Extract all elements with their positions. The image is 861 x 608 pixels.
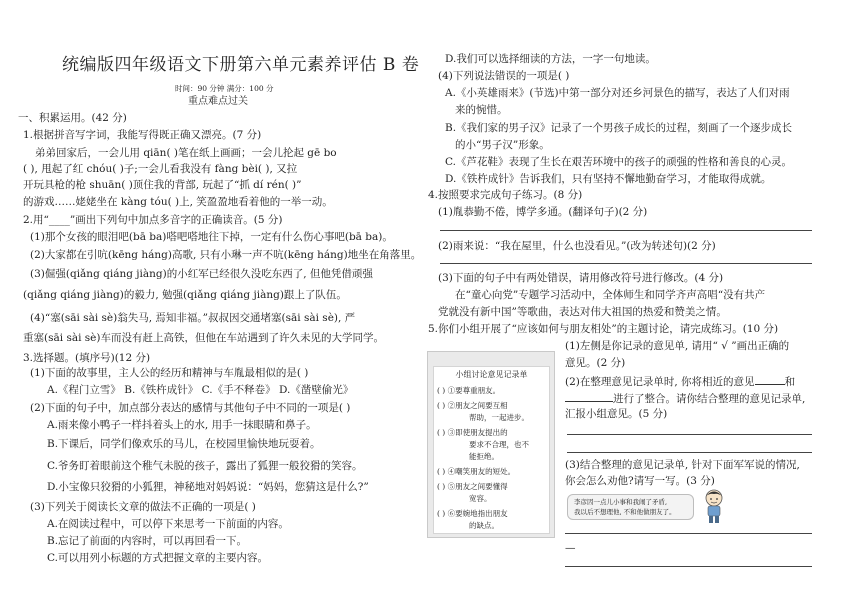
q5-3-cont: 你会怎么劝他?请写一写。(3 分)	[565, 475, 715, 487]
q2-item-4-cont: 重塞(sāi sài sè)车而没有赶上高铁，但他在车站遇到了许久未见的大学同学。	[23, 332, 384, 344]
q5-2-text: (2)在整理意见记录单时, 你将相近的意见	[565, 376, 755, 388]
bubble-line-1: 李彦因一点儿小事和我闹了矛盾,	[574, 498, 668, 506]
card-item-4: ( ) ④嘲笑朋友的短处。	[437, 467, 516, 476]
q3-4-d: D.《铁杵成针》告诉我们，只有坚持不懈地勤奋学习，才能取得成就。	[445, 173, 772, 185]
answer-line	[440, 230, 812, 231]
q4-1: (1)胤恭勤不倦，博学多通。(翻译句子)(2 分)	[438, 206, 648, 218]
q1-line-1: 弟弟回家后，一会儿用 qiān( )笔在纸上画画；一会儿抡起 gē bo	[35, 147, 337, 159]
q1-line-2: ( ), 甩起了红 chóu( )子;一会儿看我没有 fàng bèi( ), 又拉	[23, 163, 298, 175]
blank	[755, 373, 785, 385]
q5-2-and: 和	[784, 376, 796, 388]
q2-heading: 2.用“____”画出下列句中加点多音字的正确读音。(5 分)	[23, 214, 283, 226]
exam-meta: 时间：90 分钟 满分：100 分	[175, 84, 274, 93]
q5-heading: 5.你们小组开展了“应该如何与朋友相处”的主题讨论，请完成练习。(10 分)	[428, 323, 779, 335]
q4-3-sentence: 在“童心向党”专题学习活动中，全体师生和同学齐声高唱“没有共产	[455, 289, 766, 301]
answer-line	[567, 434, 812, 435]
q2-item-4: (4)“塞(sāi sài sè)翁失马, 焉知非福。”叔叔因交通堵塞(sāi sài sè), 严	[30, 312, 356, 324]
q3-4-b-cont: 的小“男子汉”形象。	[455, 139, 550, 151]
card-title: 小组讨论意见记录单	[455, 370, 528, 379]
answer-line	[567, 452, 812, 453]
blank	[565, 390, 613, 402]
card-item-3-cont: 要求不合理，也不	[469, 440, 529, 449]
q3-2-c: C.爷务盯着眼前这个稚气未脱的孩子，露出了狐狸一般狡猾的笑容。	[47, 460, 363, 472]
answer-line	[440, 263, 812, 264]
q4-2: (2)雨来说：“我在屋里，什么也没看见。”(改为转述句)(2 分)	[438, 240, 716, 252]
q3-heading: 3.选择题。(填序号)(12 分)	[23, 352, 151, 364]
q5-2	[565, 373, 795, 389]
q3-1: (1)下面的故事里，主人公的经历和精神与车胤最相似的是( )	[30, 367, 309, 379]
q3-2-b: B.下课后，同学们像欢乐的马儿，在校园里愉快地玩耍着。	[47, 438, 321, 450]
answer-line	[565, 533, 812, 534]
card-item-2: ( ) ②朋友之间要互相	[437, 401, 508, 410]
card-item-6-cont: 的缺点。	[469, 521, 499, 530]
q3-4-a-cont: 来的惋惜。	[455, 104, 508, 116]
q4-heading: 4.按照要求完成句子练习。(8 分)	[428, 189, 583, 201]
section-1-heading: 一、积累运用。(42 分)	[18, 112, 127, 124]
q3-4-c: C.《芦花鞋》表现了生长在艰苦环境中的孩子的顽强的性格和善良的心灵。	[445, 156, 792, 168]
card-item-3-cont2: 能拒绝。	[469, 452, 499, 461]
q2-item-3-cont: (qiǎng qiáng jiàng)的毅力, 勉强(qiǎng qiáng jiàng)跟上了队伍。	[23, 289, 347, 301]
q3-3-c: C.可以用列小标题的方式把握文章的主要内容。	[47, 552, 268, 564]
q3-3-b: B.忘记了前面的内容时，可以再回看一下。	[47, 535, 248, 547]
q3-2-d: D.小宝像只狡猾的小狐狸，神秘地对妈妈说：“妈妈，您猜这是什么?”	[47, 481, 369, 493]
card-item-3: ( ) ③即使朋友提出的	[437, 428, 508, 437]
q1-heading: 1.根据拼音写字词，我能写得既正确又漂亮。(7 分)	[23, 129, 262, 141]
card-item-2-cont: 帮助，一起进步。	[469, 413, 529, 422]
q3-4: (4)下列说法错误的一项是( )	[438, 70, 570, 82]
q5-3: (3)结合整理的意见记录单, 针对下面军军说的情况,	[565, 459, 800, 471]
q5-1-cont: 意见。(2 分)	[565, 357, 626, 369]
q3-3-a: A.在阅读过程中，可以停下来思考一下前面的内容。	[47, 518, 289, 530]
q3-2-a: A.雨来像小鸭子一样抖着头上的水, 用手一抹眼睛和鼻子。	[47, 419, 317, 431]
q3-3-d: D.我们可以选择细读的方法，一字一句地读。	[445, 53, 656, 65]
q2-item-1: (1)那个女孩的眼泪吧(bā ba)嗒吧嗒地往下掉，一定有什么伤心事吧(bā ba)。	[30, 231, 393, 243]
card-item-5: ( ) ⑤朋友之间要懂得	[437, 482, 508, 491]
q2-item-3: (3)倔强(qiǎng qiáng jiàng)的小红军已经很久没吃东西了, 但他凭借顽强	[30, 268, 373, 280]
answer-line	[565, 566, 812, 567]
card-item-5-cont: 宽容。	[469, 494, 492, 503]
q3-3: (3)下列关于阅读长文章的做法不正确的一项是( )	[30, 501, 256, 513]
q3-4-a: A.《小英雄雨来》(节选)中第一部分对还乡河景色的描写，表达了人们对雨	[445, 87, 790, 99]
q2-item-2: (2)大家都在引吭(kēng háng)高歌, 只有小琳一声不吭(kēng háng)地坐在角落里。	[30, 249, 422, 261]
q4-3: (3)下面的句子中有两处错误，请用修改符号进行修改。(4 分)	[438, 272, 724, 284]
dash-mark: —	[565, 542, 576, 554]
speech-bubble	[567, 494, 694, 520]
q1-line-4: 的游戏……姥姥坐在 kàng tóu( )上, 笑盈盈地看着他的一举一动。	[23, 196, 333, 208]
card-item-1: ( ) ①要尊重朋友。	[437, 386, 501, 395]
q5-2-cont2: 汇报小组意见。(5 分)	[565, 408, 668, 420]
opinion-record-card	[427, 351, 555, 538]
bubble-line-2: 我以后不想理他, 不和他做朋友了。	[574, 508, 676, 516]
page-title: 统编版四年级语文下册第六单元素养评估 B 卷	[62, 55, 420, 75]
section-subtitle: 重点难点过关	[188, 96, 248, 107]
q4-3-sentence-cont: 党就没有新中国”等歌曲，表达对伟大祖国的热爱和赞美之情。	[438, 306, 727, 318]
q5-2-cont-text: 进行了整合。请你结合整理的意见记录单,	[613, 393, 806, 405]
q3-2: (2)下面的句子中，加点部分表达的感情与其他句子中不同的一项是( )	[30, 402, 351, 414]
q5-1: (1)左侧是你记录的意见单, 请用“ √ ”画出正确的	[565, 340, 790, 352]
card-body	[433, 366, 550, 534]
q1-line-3: 开玩具枪的枪 shuān( )顶住我的背部, 玩起了“抓 dí rén( )”	[23, 179, 302, 191]
q5-2-cont	[565, 390, 805, 406]
q3-1-options: A.《程门立雪》 B.《铁杵成针》 C.《手不释卷》 D.《凿壁偷光》	[47, 384, 354, 396]
child-illustration-icon	[700, 488, 728, 524]
q3-4-b: B.《我们家的男子汉》记录了一个男孩子成长的过程，刻画了一个逐步成长	[445, 122, 793, 134]
card-item-6: ( ) ⑥要婉地指出朋友	[437, 509, 508, 518]
